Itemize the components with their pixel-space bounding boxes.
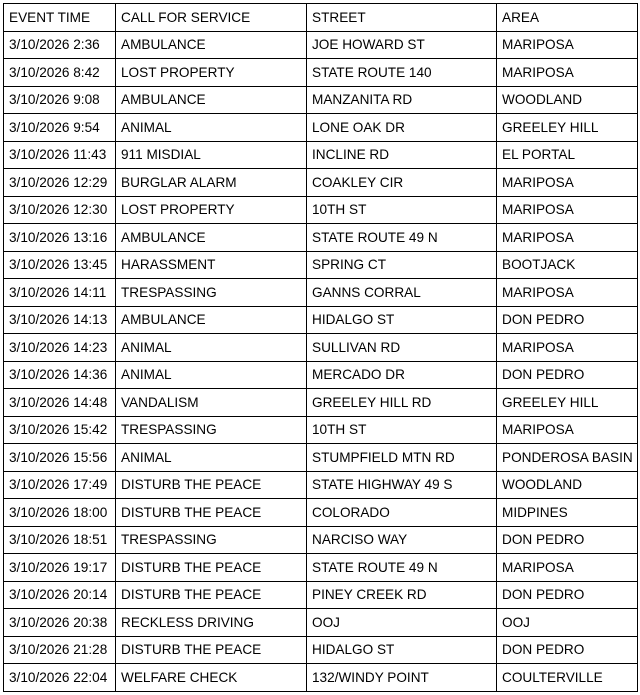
cell-street: MERCADO DR	[307, 361, 497, 389]
cell-street: STATE ROUTE 49 N	[307, 554, 497, 582]
cell-street: STUMPFIELD MTN RD	[307, 444, 497, 472]
table-row	[4, 279, 638, 307]
table-row	[4, 499, 638, 527]
cell-street: STATE HIGHWAY 49 S	[307, 471, 497, 499]
cell-event-time: 3/10/2026 9:08	[4, 86, 116, 114]
cell-event-time: 3/10/2026 8:42	[4, 59, 116, 87]
cell-area: OOJ	[497, 609, 638, 637]
table-row	[4, 251, 638, 279]
cell-street: 10TH ST	[307, 416, 497, 444]
table-row	[4, 526, 638, 554]
cell-area: MIDPINES	[497, 499, 638, 527]
cell-area: MARIPOSA	[497, 196, 638, 224]
table-row	[4, 86, 638, 114]
cell-event-time: 3/10/2026 21:28	[4, 636, 116, 664]
cell-street: LONE OAK DR	[307, 114, 497, 142]
cell-call-for-service: DISTURB THE PEACE	[116, 554, 307, 582]
cell-area: MARIPOSA	[497, 554, 638, 582]
table-row	[4, 169, 638, 197]
cell-call-for-service: AMBULANCE	[116, 31, 307, 59]
table-row	[4, 554, 638, 582]
cell-street: HIDALGO ST	[307, 636, 497, 664]
cell-street: GANNS CORRAL	[307, 279, 497, 307]
table-row	[4, 609, 638, 637]
cell-call-for-service: DISTURB THE PEACE	[116, 636, 307, 664]
cell-street: COAKLEY CIR	[307, 169, 497, 197]
cell-area: MARIPOSA	[497, 334, 638, 362]
table-row	[4, 361, 638, 389]
cell-call-for-service: VANDALISM	[116, 389, 307, 417]
cell-area: BOOTJACK	[497, 251, 638, 279]
table-row	[4, 31, 638, 59]
cell-street: SPRING CT	[307, 251, 497, 279]
cell-area: EL PORTAL	[497, 141, 638, 169]
header-street: STREET	[307, 4, 497, 32]
table-row	[4, 334, 638, 362]
cell-call-for-service: DISTURB THE PEACE	[116, 471, 307, 499]
cell-event-time: 3/10/2026 14:23	[4, 334, 116, 362]
cell-area: DON PEDRO	[497, 636, 638, 664]
cell-call-for-service: TRESPASSING	[116, 526, 307, 554]
cell-call-for-service: ANIMAL	[116, 334, 307, 362]
cell-street: SULLIVAN RD	[307, 334, 497, 362]
table-row	[4, 224, 638, 252]
cell-street: JOE HOWARD ST	[307, 31, 497, 59]
cell-street: STATE ROUTE 49 N	[307, 224, 497, 252]
cell-call-for-service: ANIMAL	[116, 361, 307, 389]
cell-call-for-service: 911 MISDIAL	[116, 141, 307, 169]
cell-area: GREELEY HILL	[497, 114, 638, 142]
cell-street: NARCISO WAY	[307, 526, 497, 554]
cell-area: MARIPOSA	[497, 31, 638, 59]
cell-area: GREELEY HILL	[497, 389, 638, 417]
table-row	[4, 59, 638, 87]
cell-area: PONDEROSA BASIN	[497, 444, 638, 472]
cell-call-for-service: DISTURB THE PEACE	[116, 499, 307, 527]
cell-area: DON PEDRO	[497, 581, 638, 609]
cell-street: 10TH ST	[307, 196, 497, 224]
cell-area: MARIPOSA	[497, 279, 638, 307]
cell-street: MANZANITA RD	[307, 86, 497, 114]
table-row	[4, 114, 638, 142]
cell-event-time: 3/10/2026 2:36	[4, 31, 116, 59]
cell-call-for-service: AMBULANCE	[116, 86, 307, 114]
cell-event-time: 3/10/2026 13:16	[4, 224, 116, 252]
cell-call-for-service: ANIMAL	[116, 114, 307, 142]
cell-event-time: 3/10/2026 14:13	[4, 306, 116, 334]
cell-street: 132/WINDY POINT	[307, 664, 497, 692]
header-event-time: EVENT TIME	[4, 4, 116, 32]
cell-call-for-service: LOST PROPERTY	[116, 59, 307, 87]
cell-area: WOODLAND	[497, 86, 638, 114]
table-row	[4, 389, 638, 417]
cell-event-time: 3/10/2026 18:00	[4, 499, 116, 527]
table-row	[4, 306, 638, 334]
cell-event-time: 3/10/2026 17:49	[4, 471, 116, 499]
cell-call-for-service: RECKLESS DRIVING	[116, 609, 307, 637]
cell-street: HIDALGO ST	[307, 306, 497, 334]
cell-event-time: 3/10/2026 15:42	[4, 416, 116, 444]
table-row	[4, 471, 638, 499]
cell-street: INCLINE RD	[307, 141, 497, 169]
cell-street: COLORADO	[307, 499, 497, 527]
cell-call-for-service: TRESPASSING	[116, 416, 307, 444]
cell-event-time: 3/10/2026 14:36	[4, 361, 116, 389]
cell-event-time: 3/10/2026 12:29	[4, 169, 116, 197]
cell-street: OOJ	[307, 609, 497, 637]
cell-event-time: 3/10/2026 18:51	[4, 526, 116, 554]
cell-call-for-service: WELFARE CHECK	[116, 664, 307, 692]
calls-for-service-table	[3, 3, 638, 692]
table-row	[4, 444, 638, 472]
table-row	[4, 664, 638, 692]
cell-call-for-service: BURGLAR ALARM	[116, 169, 307, 197]
header-call-for-service: CALL FOR SERVICE	[116, 4, 307, 32]
cell-area: WOODLAND	[497, 471, 638, 499]
cell-event-time: 3/10/2026 11:43	[4, 141, 116, 169]
cell-area: MARIPOSA	[497, 416, 638, 444]
table-row	[4, 196, 638, 224]
cell-street: PINEY CREEK RD	[307, 581, 497, 609]
cell-street: STATE ROUTE 140	[307, 59, 497, 87]
table-row	[4, 636, 638, 664]
cell-event-time: 3/10/2026 20:14	[4, 581, 116, 609]
cell-event-time: 3/10/2026 19:17	[4, 554, 116, 582]
table-row	[4, 581, 638, 609]
cell-event-time: 3/10/2026 22:04	[4, 664, 116, 692]
cell-event-time: 3/10/2026 14:11	[4, 279, 116, 307]
cell-call-for-service: LOST PROPERTY	[116, 196, 307, 224]
cell-area: DON PEDRO	[497, 526, 638, 554]
cell-area: DON PEDRO	[497, 306, 638, 334]
header-area: AREA	[497, 4, 638, 32]
cell-event-time: 3/10/2026 13:45	[4, 251, 116, 279]
table-body	[4, 31, 638, 691]
table-row	[4, 416, 638, 444]
cell-call-for-service: AMBULANCE	[116, 224, 307, 252]
cell-call-for-service: ANIMAL	[116, 444, 307, 472]
cell-event-time: 3/10/2026 9:54	[4, 114, 116, 142]
cell-area: COULTERVILLE	[497, 664, 638, 692]
cell-area: MARIPOSA	[497, 59, 638, 87]
cell-event-time: 3/10/2026 20:38	[4, 609, 116, 637]
cell-area: MARIPOSA	[497, 169, 638, 197]
cell-call-for-service: TRESPASSING	[116, 279, 307, 307]
cell-call-for-service: DISTURB THE PEACE	[116, 581, 307, 609]
cell-event-time: 3/10/2026 14:48	[4, 389, 116, 417]
cell-event-time: 3/10/2026 12:30	[4, 196, 116, 224]
cell-area: DON PEDRO	[497, 361, 638, 389]
cell-event-time: 3/10/2026 15:56	[4, 444, 116, 472]
cell-area: MARIPOSA	[497, 224, 638, 252]
table-row	[4, 141, 638, 169]
cell-call-for-service: AMBULANCE	[116, 306, 307, 334]
cell-call-for-service: HARASSMENT	[116, 251, 307, 279]
table-header-row	[4, 4, 638, 32]
cell-street: GREELEY HILL RD	[307, 389, 497, 417]
